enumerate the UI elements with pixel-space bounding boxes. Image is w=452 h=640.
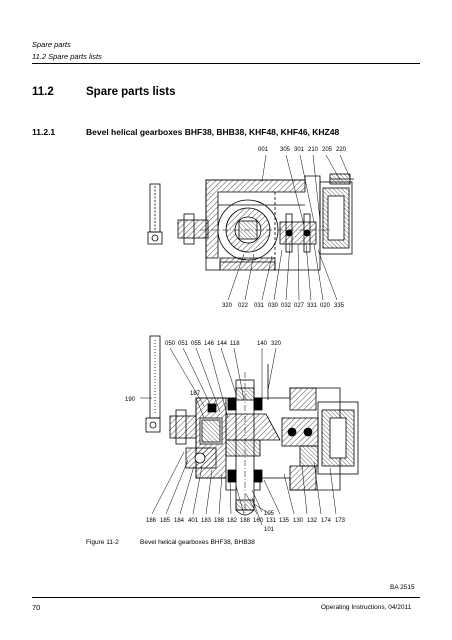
part-label: 001 — [258, 147, 269, 153]
part-label: 331 — [307, 303, 318, 309]
top-view-drawing — [148, 174, 354, 270]
part-label: 187 — [190, 391, 201, 397]
part-label: 188 — [240, 518, 251, 524]
part-label: 401 — [188, 518, 199, 524]
part-label: 335 — [334, 303, 345, 309]
part-label: 140 — [257, 341, 268, 347]
part-label: 055 — [191, 341, 202, 347]
part-label: 188 — [214, 518, 225, 524]
part-label: 130 — [293, 518, 304, 524]
heading2-title: Bevel helical gearboxes BHF38, BHB38, KHF48, KHF46, KHZ48 — [86, 127, 340, 137]
part-label: 118 — [230, 341, 240, 347]
part-label: 027 — [294, 303, 305, 309]
part-label: 186 — [146, 518, 157, 524]
part-label: 210 — [308, 147, 319, 153]
part-label: 031 — [254, 303, 265, 309]
part-label: 030 — [268, 303, 279, 309]
footer-doc-title: Operating Instructions, 04/2011 — [321, 604, 412, 611]
part-label: 135 — [279, 518, 290, 524]
part-label: 190 — [125, 397, 136, 403]
heading1-title: Spare parts lists — [86, 86, 176, 98]
part-label: 032 — [281, 303, 292, 309]
part-label: 022 — [238, 303, 249, 309]
part-label: 182 — [227, 518, 238, 524]
header-section: 11.2 Spare parts lists — [32, 52, 102, 61]
part-label: 320 — [271, 341, 282, 347]
part-label: 105 — [264, 511, 275, 517]
part-label: 146 — [204, 341, 215, 347]
part-label: 051 — [178, 341, 189, 347]
side-view-drawing — [146, 336, 358, 516]
header-chapter: Spare parts — [32, 40, 71, 49]
part-label: 301 — [294, 147, 305, 153]
footer-code: BA 2515 — [390, 584, 415, 591]
part-label: 050 — [165, 341, 176, 347]
heading1-number: 11.2 — [32, 86, 54, 98]
part-label: 305 — [280, 147, 291, 153]
page-number: 70 — [32, 603, 41, 612]
figure-label: Figure 11-2 — [86, 539, 119, 546]
part-label: 101 — [264, 527, 275, 533]
part-label: 184 — [174, 518, 185, 524]
part-label: 131 — [266, 518, 277, 524]
figure-caption: Bevel helical gearboxes BHF38, BHB38 — [140, 539, 255, 546]
part-label: 132 — [307, 518, 318, 524]
heading2-number: 11.2.1 — [32, 127, 56, 137]
part-label: 183 — [201, 518, 212, 524]
part-label: 173 — [335, 518, 346, 524]
part-label: 160 — [253, 518, 264, 524]
part-label: 220 — [336, 147, 347, 153]
part-label: 320 — [222, 303, 233, 309]
part-label: 185 — [160, 518, 171, 524]
part-label: 205 — [322, 147, 333, 153]
footer-rule — [32, 597, 420, 598]
part-label: 144 — [217, 341, 228, 347]
part-label: 020 — [320, 303, 331, 309]
part-label: 174 — [321, 518, 332, 524]
